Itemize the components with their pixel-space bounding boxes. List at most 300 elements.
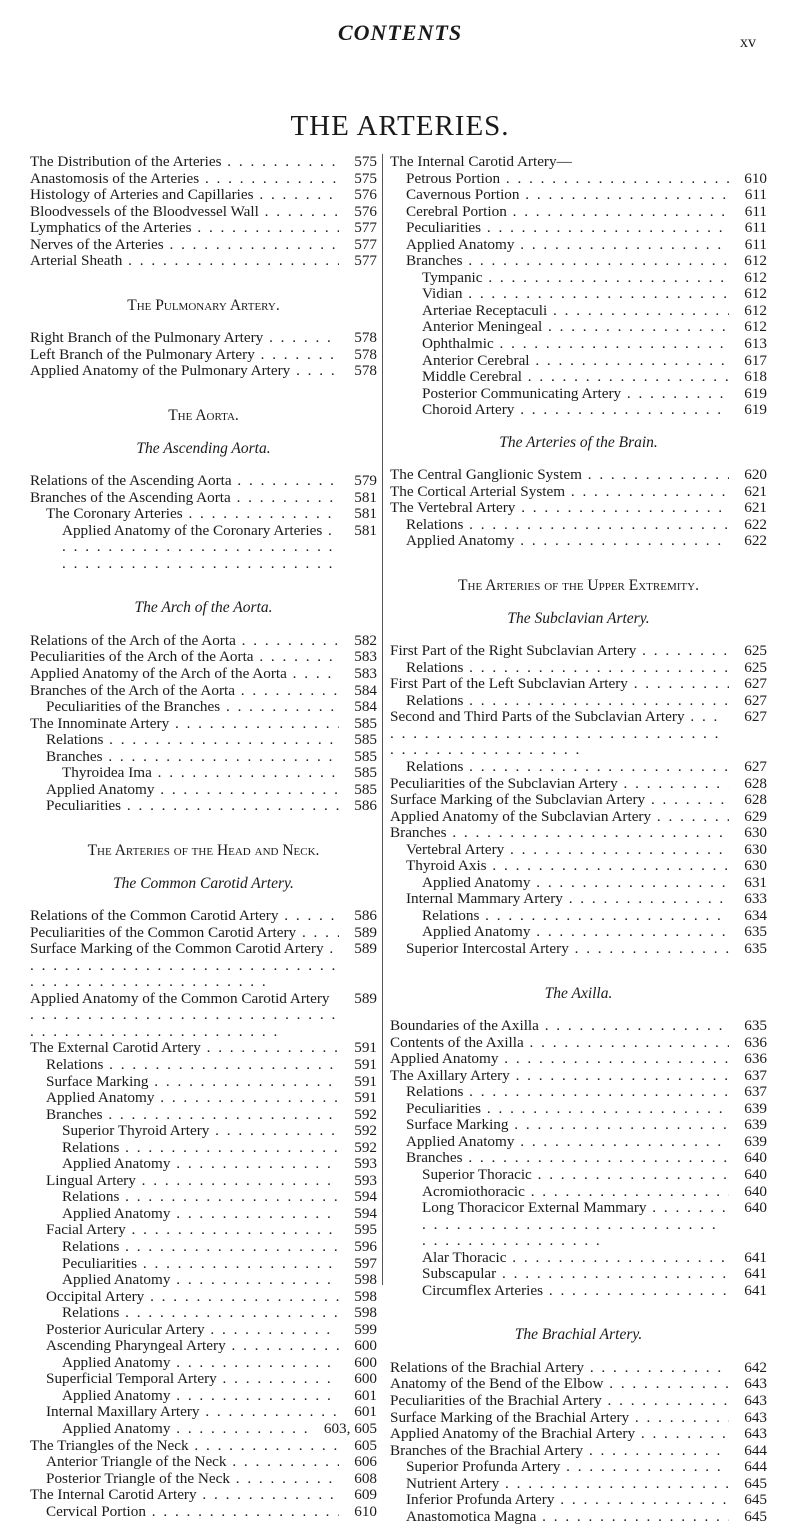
toc-entry	[30, 925, 377, 942]
toc-entry	[30, 171, 377, 188]
toc-entry	[30, 347, 377, 364]
entry-label: Applied Anatomy of the Arch of the Aorta . . .	[30, 666, 339, 683]
spacer	[30, 457, 377, 473]
entry-label: Thyroid Axis . . .	[406, 858, 729, 875]
entry-label: Surface Marking of the Brachial Artery . . .	[390, 1410, 729, 1427]
spacer	[390, 958, 767, 986]
entry-label: Vidian . . .	[422, 286, 729, 303]
toc-entry	[30, 1206, 377, 1223]
entry-label: Applied Anatomy . . .	[406, 237, 729, 254]
toc-entry	[30, 490, 377, 507]
entry-page-number: 635	[744, 1017, 767, 1035]
entry-label: Histology of Arteries and Capillaries . . .	[30, 187, 339, 204]
toc-entry	[30, 765, 377, 782]
entry-page-number: 645	[744, 1491, 767, 1509]
toc-entry	[390, 1101, 767, 1118]
entry-page-number: 584	[354, 681, 377, 699]
subsection-heading: The Axilla.	[544, 984, 613, 1002]
entry-page-number: 627	[744, 675, 767, 693]
spacer	[390, 1299, 767, 1327]
entry-label: Choroid Artery . . .	[422, 402, 729, 419]
toc-entry	[390, 1051, 767, 1068]
toc-entry	[30, 633, 377, 650]
page-title: THE ARTERIES.	[290, 110, 510, 142]
entry-page-number: 583	[354, 665, 377, 683]
toc-entry	[30, 683, 377, 700]
entry-page-number: 637	[744, 1066, 767, 1084]
entry-label: Branches . . .	[406, 253, 729, 270]
spacer	[390, 627, 767, 643]
entry-page-number: 617	[744, 351, 767, 369]
entry-page-number: 618	[744, 368, 767, 386]
toc-entry	[30, 1454, 377, 1471]
entry-page-number: 598	[354, 1271, 377, 1289]
entry-page-number: 612	[744, 301, 767, 319]
entry-page-number: 575	[354, 153, 377, 170]
toc-entry	[30, 1388, 377, 1405]
spacer	[30, 314, 377, 330]
entry-label: The External Carotid Artery . . .	[30, 1040, 339, 1057]
section-heading: The Arteries of the Upper Extremity.	[458, 577, 699, 595]
entry-page-number: 639	[744, 1099, 767, 1117]
entry-page-number: 643	[744, 1425, 767, 1443]
toc-entry	[30, 908, 377, 925]
toc-entry	[390, 1068, 767, 1085]
entry-label: Peculiarities . . .	[62, 1256, 339, 1273]
toc-entry	[390, 759, 767, 776]
entry-label: Superior Profunda Artery . . .	[406, 1459, 729, 1476]
toc-entry	[390, 1492, 767, 1509]
toc-entry	[390, 1117, 767, 1134]
entry-label: Superior Thoracic . . .	[422, 1167, 729, 1184]
toc-entry	[30, 1438, 377, 1455]
toc-entry	[390, 353, 767, 370]
toc-entry	[390, 1283, 767, 1300]
toc-entry	[30, 1404, 377, 1421]
toc-entry	[30, 1090, 377, 1107]
entry-page-number: 581	[354, 505, 377, 523]
subsection-heading: The Ascending Aorta.	[136, 439, 271, 457]
entry-label: Cervical Portion . . .	[46, 1504, 339, 1521]
entry-page-number: 601	[354, 1386, 377, 1404]
entry-label: Relations of the Brachial Artery . . .	[390, 1360, 729, 1377]
entry-label: Arterial Sheath . . .	[30, 253, 339, 270]
spacer	[30, 860, 377, 876]
toc-entry	[390, 237, 767, 254]
toc-entry	[30, 941, 377, 991]
toc-entry	[30, 1222, 377, 1239]
entry-label: The Coronary Arteries . . .	[46, 506, 339, 523]
entry-label: Anastomotica Magna . . .	[406, 1509, 729, 1525]
entry-page-number: 589	[354, 940, 377, 958]
toc-entry	[390, 1426, 767, 1443]
spacer	[30, 892, 377, 908]
entry-label: Applied Anatomy . . .	[422, 924, 729, 941]
entry-label: Branches of the Ascending Aorta . . .	[30, 490, 339, 507]
entry-page-number: 594	[354, 1188, 377, 1206]
spacer	[390, 419, 767, 435]
entry-page-number: 577	[354, 219, 377, 237]
entry-label: Branches . . .	[406, 1150, 729, 1167]
entry-label: Applied Anatomy . . .	[422, 875, 729, 892]
toc-entry	[30, 649, 377, 666]
toc-entry	[390, 204, 767, 221]
toc-entry	[30, 253, 377, 270]
entry-page-number: 575	[354, 169, 377, 187]
toc-entry	[30, 666, 377, 683]
entry-page-number: 592	[354, 1105, 377, 1123]
entry-label: Lymphatics of the Arteries . . .	[30, 220, 339, 237]
toc-entry	[390, 1476, 767, 1493]
entry-page-number: 640	[744, 1199, 767, 1217]
toc-entry	[390, 220, 767, 237]
entry-page-number: 635	[744, 939, 767, 957]
toc-entry	[390, 1134, 767, 1151]
toc-entry	[30, 1371, 377, 1388]
entry-page-number: 596	[354, 1237, 377, 1255]
entry-label: Peculiarities . . .	[406, 220, 729, 237]
entry-label: Peculiarities of the Common Carotid Artery . . .	[30, 925, 339, 942]
toc-entry	[390, 1150, 767, 1167]
toc-entry	[30, 1504, 377, 1521]
entry-label: The Innominate Artery . . .	[30, 716, 339, 733]
entry-label: Left Branch of the Pulmonary Artery . . .	[30, 347, 339, 364]
entry-page-number: 621	[744, 482, 767, 500]
entry-page-number: 630	[744, 857, 767, 875]
entry-label: Relations . . .	[62, 1140, 339, 1157]
entry-label: Applied Anatomy . . .	[62, 1156, 339, 1173]
toc-entry	[30, 1107, 377, 1124]
entry-page-number: 610	[744, 169, 767, 187]
entry-label: Anatomy of the Bend of the Elbow . . .	[390, 1376, 729, 1393]
entry-page-number: 627	[744, 708, 767, 726]
entry-label: Superior Thyroid Artery . . .	[62, 1123, 339, 1140]
right-column	[390, 154, 767, 1525]
entry-page-number: 639	[744, 1116, 767, 1134]
entry-page-number: 636	[744, 1050, 767, 1068]
toc-entry	[390, 517, 767, 534]
entry-label: Petrous Portion . . .	[406, 171, 729, 188]
entry-label: The Axillary Artery . . .	[390, 1068, 729, 1085]
toc-entry	[30, 699, 377, 716]
entry-label: Relations . . .	[62, 1189, 339, 1206]
entry-page-number: 578	[354, 362, 377, 380]
toc-entry	[390, 270, 767, 287]
entry-label: Peculiarities of the Brachial Artery . . .	[390, 1393, 729, 1410]
toc-entry	[390, 402, 767, 419]
entry-label: Applied Anatomy of the Subclavian Artery . . .	[390, 809, 729, 826]
spacer	[390, 1002, 767, 1018]
toc-entry	[390, 1266, 767, 1283]
entry-page-number: 593	[354, 1171, 377, 1189]
toc-entry	[30, 991, 377, 1041]
toc-entry	[30, 798, 377, 815]
entry-label: Applied Anatomy of the Coronary Arteries . . .	[62, 523, 339, 573]
entry-label: Branches . . .	[46, 749, 339, 766]
entry-label: Branches . . .	[46, 1107, 339, 1124]
toc-entry	[30, 1123, 377, 1140]
entry-page-number: 610	[354, 1502, 377, 1520]
entry-page-number: 612	[744, 252, 767, 270]
entry-page-number: 643	[744, 1408, 767, 1426]
entry-label: Posterior Auricular Artery . . .	[46, 1322, 339, 1339]
toc-entry	[390, 643, 767, 660]
entry-label: Contents of the Axilla . . .	[390, 1035, 729, 1052]
entry-page-number: 592	[354, 1122, 377, 1140]
toc-entry	[390, 1018, 767, 1035]
entry-label: Second and Third Parts of the Subclavian Artery . . .	[390, 709, 729, 759]
entry-label: Applied Anatomy . . .	[406, 1134, 729, 1151]
entry-page-number: 606	[354, 1453, 377, 1471]
entry-label: Applied Anatomy of the Brachial Artery . . .	[390, 1426, 729, 1443]
entry-page-number: 577	[354, 252, 377, 270]
subsection-heading: The Common Carotid Artery.	[113, 874, 294, 892]
toc-entry	[30, 1272, 377, 1289]
entry-label: Relations of the Arch of the Aorta . . .	[30, 633, 339, 650]
toc-entry	[390, 187, 767, 204]
entry-label: Subscapular . . .	[422, 1266, 729, 1283]
toc-entry	[390, 1410, 767, 1427]
entry-label: Applied Anatomy . . .	[62, 1355, 339, 1372]
toc-entry	[30, 1239, 377, 1256]
entry-label: Relations . . .	[422, 908, 729, 925]
entry-page-number: 585	[354, 714, 377, 732]
toc-entry	[390, 336, 767, 353]
subsection-heading: The Subclavian Artery.	[507, 609, 650, 627]
entry-page-number: 601	[354, 1403, 377, 1421]
entry-page-number: 628	[744, 791, 767, 809]
entry-page-number: 640	[744, 1149, 767, 1167]
entry-label: Posterior Triangle of the Neck . . .	[46, 1471, 339, 1488]
entry-page-number: 622	[744, 532, 767, 550]
entry-page-number: 628	[744, 774, 767, 792]
toc-entry	[390, 709, 767, 759]
entry-label: Relations . . .	[406, 759, 729, 776]
entry-page-number: 591	[354, 1072, 377, 1090]
toc-entry	[30, 187, 377, 204]
toc-entry	[390, 842, 767, 859]
entry-page-number: 611	[744, 202, 767, 220]
toc-entry	[390, 319, 767, 336]
toc-entry	[390, 792, 767, 809]
entry-label: Applied Anatomy . . .	[390, 1051, 729, 1068]
entry-label: Branches . . .	[390, 825, 729, 842]
toc-entry	[30, 1140, 377, 1157]
entry-label: Peculiarities . . .	[46, 798, 339, 815]
spacer	[390, 451, 767, 467]
entry-label: Applied Anatomy . . .	[62, 1272, 339, 1289]
entry-label: Right Branch of the Pulmonary Artery . . .	[30, 330, 339, 347]
entry-page-number: 612	[744, 285, 767, 303]
entry-page-number: 609	[354, 1486, 377, 1504]
entry-page-number: 619	[744, 384, 767, 402]
entry-label: Ophthalmic . . .	[422, 336, 729, 353]
spacer	[390, 1344, 767, 1360]
toc-entry	[390, 1200, 767, 1250]
entry-page-number: 625	[744, 642, 767, 660]
entry-label: Anterior Meningeal . . .	[422, 319, 729, 336]
toc-entry	[390, 825, 767, 842]
entry-label: Thyroidea Ima . . .	[62, 765, 339, 782]
entry-label: Long Thoracicor External Mammary . . .	[422, 1200, 729, 1250]
entry-page-number: 641	[744, 1248, 767, 1266]
toc-entry	[390, 1393, 767, 1410]
entry-label: Relations of the Ascending Aorta . . .	[30, 473, 339, 490]
entry-label: Applied Anatomy . . .	[62, 1206, 339, 1223]
entry-page-number: 585	[354, 780, 377, 798]
toc-entry	[390, 1443, 767, 1460]
toc-entry	[30, 1487, 377, 1504]
toc-entry	[390, 1376, 767, 1393]
entry-page-number: 625	[744, 658, 767, 676]
running-head: CONTENTS	[337, 20, 463, 45]
entry-label: The Vertebral Artery . . .	[390, 500, 729, 517]
toc-entry	[30, 1156, 377, 1173]
entry-label: Applied Anatomy . . .	[406, 533, 729, 550]
entry-page-number: 630	[744, 840, 767, 858]
spacer	[30, 617, 377, 633]
entry-page-number: 641	[744, 1281, 767, 1299]
toc-entry	[390, 1360, 767, 1377]
entry-page-number: 633	[744, 890, 767, 908]
entry-page-number: 645	[744, 1474, 767, 1492]
toc-entry	[390, 171, 767, 188]
entry-label: Peculiarities of the Branches . . .	[46, 699, 339, 716]
entry-page-number: 640	[744, 1165, 767, 1183]
entry-label: The Distribution of the Arteries . . .	[30, 154, 339, 171]
entry-page-number: 627	[744, 757, 767, 775]
spacer	[390, 550, 767, 578]
toc-entry	[30, 1173, 377, 1190]
entry-label: Inferior Profunda Artery . . .	[406, 1492, 729, 1509]
entry-label: Boundaries of the Axilla . . .	[390, 1018, 729, 1035]
entry-label: Relations . . .	[406, 1084, 729, 1101]
entry-page-number: 619	[744, 401, 767, 419]
entry-page-number: 629	[744, 807, 767, 825]
subsection-heading: The Arch of the Aorta.	[134, 599, 273, 617]
entry-page-number: 603, 605	[323, 1420, 377, 1437]
toc-entry	[30, 1057, 377, 1074]
entry-page-number: 586	[354, 907, 377, 925]
toc-entry	[390, 533, 767, 550]
section-heading: The Arteries of the Head and Neck.	[87, 841, 320, 859]
entry-page-number: 621	[744, 499, 767, 517]
entry-page-number: 600	[354, 1353, 377, 1371]
toc-entry	[30, 506, 377, 523]
entry-label: Relations . . .	[406, 660, 729, 677]
toc-entry	[390, 253, 767, 270]
entry-page-number: 598	[354, 1304, 377, 1322]
entry-label: Occipital Artery . . .	[46, 1289, 339, 1306]
entry-page-number: 597	[354, 1254, 377, 1272]
entry-label: Applied Anatomy of the Common Carotid Artery . . .	[30, 991, 339, 1041]
entry-page-number: 578	[354, 345, 377, 363]
entry-label: The Internal Carotid Artery—	[390, 153, 572, 170]
entry-page-number: 637	[744, 1083, 767, 1101]
entry-label: Peculiarities of the Subclavian Artery . . .	[390, 776, 729, 793]
entry-page-number: 591	[354, 1055, 377, 1073]
entry-page-number: 620	[744, 466, 767, 484]
toc-entry	[30, 237, 377, 254]
entry-page-number: 585	[354, 764, 377, 782]
toc-entry	[30, 1040, 377, 1057]
toc-entry	[30, 782, 377, 799]
entry-page-number: 634	[744, 906, 767, 924]
toc-entry	[30, 1355, 377, 1372]
entry-page-number: 581	[354, 521, 377, 539]
entry-page-number: 645	[744, 1507, 767, 1525]
entry-label: Anterior Triangle of the Neck . . .	[46, 1454, 339, 1471]
entry-page-number: 577	[354, 235, 377, 253]
entry-label: Branches of the Brachial Artery . . .	[390, 1443, 729, 1460]
subsection-heading: The Brachial Artery.	[514, 1326, 643, 1344]
entry-label: Applied Anatomy . . .	[62, 1421, 311, 1438]
toc-entry	[390, 484, 767, 501]
entry-page-number: 585	[354, 731, 377, 749]
entry-label: The Central Ganglionic System . . .	[390, 467, 729, 484]
toc-entry	[390, 1509, 767, 1525]
entry-page-number: 608	[354, 1469, 377, 1487]
entry-page-number: 613	[744, 335, 767, 353]
entry-page-number: 591	[354, 1089, 377, 1107]
entry-page-number: 598	[354, 1287, 377, 1305]
entry-page-number: 611	[744, 219, 767, 237]
entry-page-number: 595	[354, 1221, 377, 1239]
entry-label: Relations . . .	[62, 1305, 339, 1322]
entry-label: Nerves of the Arteries . . .	[30, 237, 339, 254]
entry-label: Facial Artery . . .	[46, 1222, 339, 1239]
entry-page-number: 611	[744, 186, 767, 204]
entry-label: Applied Anatomy . . .	[46, 1090, 339, 1107]
toc-entry	[390, 1167, 767, 1184]
toc-entry	[390, 660, 767, 677]
entry-page-number: 600	[354, 1337, 377, 1355]
toc-entry	[390, 891, 767, 908]
entry-label: The Cortical Arterial System . . .	[390, 484, 729, 501]
toc-entry	[390, 693, 767, 710]
toc-entry	[390, 303, 767, 320]
toc-entry	[30, 473, 377, 490]
entry-page-number: 627	[744, 691, 767, 709]
entry-page-number: 605	[354, 1436, 377, 1454]
toc-entry	[390, 369, 767, 386]
toc-entry	[30, 1338, 377, 1355]
toc-entry	[390, 1184, 767, 1201]
entry-page-number: 594	[354, 1204, 377, 1222]
entry-label: Relations . . .	[406, 517, 729, 534]
entry-page-number: 583	[354, 648, 377, 666]
entry-label: Relations . . .	[46, 1057, 339, 1074]
entry-label: Relations of the Common Carotid Artery . . .	[30, 908, 339, 925]
toc-entry	[30, 1305, 377, 1322]
entry-label: Middle Cerebral . . .	[422, 369, 729, 386]
entry-label: Superior Intercostal Artery . . .	[406, 941, 729, 958]
toc-entry	[30, 716, 377, 733]
toc-entry	[30, 1189, 377, 1206]
page-number: xv	[740, 34, 756, 51]
toc-entry	[30, 204, 377, 221]
entry-page-number: 582	[354, 631, 377, 649]
entry-page-number: 636	[744, 1033, 767, 1051]
entry-label: Surface Marking of the Common Carotid Artery . . .	[30, 941, 339, 991]
entry-page-number: 589	[354, 923, 377, 941]
spacer	[30, 572, 377, 600]
entry-page-number: 612	[744, 268, 767, 286]
toc-entry	[30, 1322, 377, 1339]
entry-label: Applied Anatomy . . .	[46, 782, 339, 799]
entry-page-number: 584	[354, 698, 377, 716]
toc-entry	[30, 154, 377, 171]
